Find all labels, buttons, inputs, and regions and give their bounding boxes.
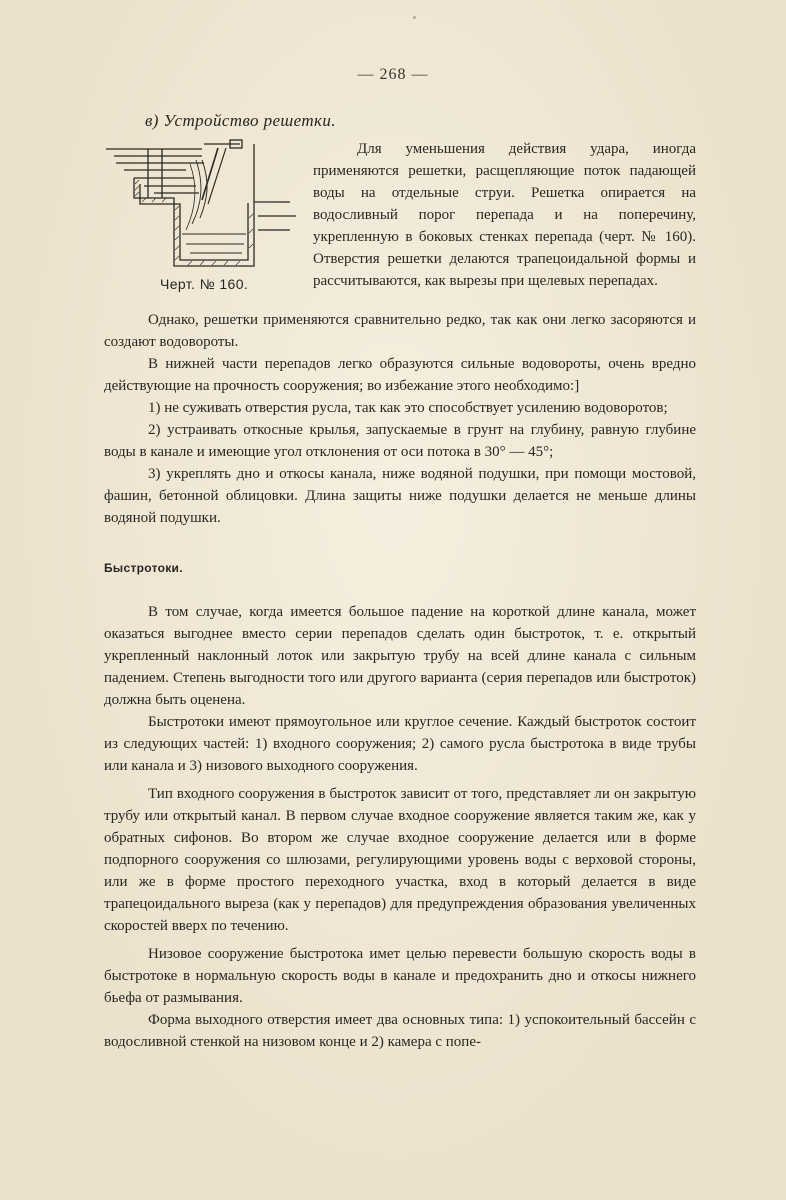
paragraph-rapids-3: Тип входного сооружения в быстроток зависит от того, представляет ли он закрытую трубу или открытый канал. В первом случае входное сооружение является таким же, как у обратных сифонов. Во втором же случае входное сооружение делается или в форме подпорного сооружения со шлюзами, регулирующими уровень воды с верховой стороны, или же в форме простого переходного участка, вход в который делается в виде трапецоидального выреза (как у перепадов) для предупреждения образования увеличенных скоростей вверх по течению. <box>104 786 696 934</box>
list-item-3: 3) укреплять дно и откосы канала, ниже водяной подушки, при помощи мостовой, фашин, бетонной облицовки. Длина защиты ниже подушки делается не меньше длины водяной подушки. <box>104 466 696 526</box>
drop-structure-drawing <box>104 138 299 278</box>
page-number: — 268 — <box>357 66 429 83</box>
main-text-column <box>104 309 696 1053</box>
list-item-2: 2) устраивать откосные крылья, запускаемые в грунт на глубину, равную глубине воды в канале и имеющие угол отклонения от оси потока в 30° — 45°; <box>104 422 696 460</box>
spacer <box>104 529 696 557</box>
drawing-160 <box>104 138 299 278</box>
section-heading-grate: в) Устройство решетки. <box>145 111 336 130</box>
paragraph-grate-intro: Для уменьшения действия удара, иногда применяются решетки, расщепляющие поток падающей воды на отдельные струи. Решетка опирается на водосливный порог перепада и на поперечину, укрепленную в боковых стенках перепада (черт. № 160). Отверстия решетки делаются трапецоидальной формы и рассчитываются, как вырезы при щелевых перепадах. <box>313 141 696 289</box>
list-item-1: 1) не суживать отверстия русла, так как это способствует усилению водоворотов; <box>148 400 668 416</box>
paragraph-whirlpools: В нижней части перепадов легко образуются сильные водовороты, очень вредно действующие на прочность сооружения; во избежание этого необходимо:] <box>104 356 696 394</box>
figure-caption: Черт. № 160. <box>160 276 249 292</box>
paragraph-grate-note: Однако, решетки применяются сравнительно редко, так как они легко засоряются и создают водовороты. <box>104 312 696 350</box>
paragraph-rapids-1: В том случае, когда имеется большое падение на короткой длине канала, может оказаться выгоднее вместо серии перепадов сделать один быстроток, т. е. открытый укрепленный наклонный лоток или закрытую трубу на всей длине канала с сильным падением. Степень выгодности того или другого варианта (серия перепадов или быстроток) должна быть оценена. <box>104 604 696 708</box>
paragraph-rapids-5: Форма выходного отверстия имеет два основных типа: 1) успокоительный бассейн с водосливной стенкой на низовом конце и 2) камера с попе- <box>104 1012 696 1050</box>
paragraph-rapids-4: Низовое сооружение быстротока имет целью перевести большую скорость воды в быстротоке в нормальную скорость воды в канале и предохранить дно и откосы нижнего бьефа от размывания. <box>104 946 696 1006</box>
paper-speck <box>413 16 416 19</box>
section-title-rapids: Быстротоки. <box>104 561 183 575</box>
spacer <box>104 579 696 601</box>
paragraph-rapids-2: Быстротоки имеют прямоугольное или круглое сечение. Каждый быстроток состоит из следующих частей: 1) входного сооружения; 2) самого русла быстротока в виде трубы или канала и 3) низового выходного сооружения. <box>104 714 696 774</box>
